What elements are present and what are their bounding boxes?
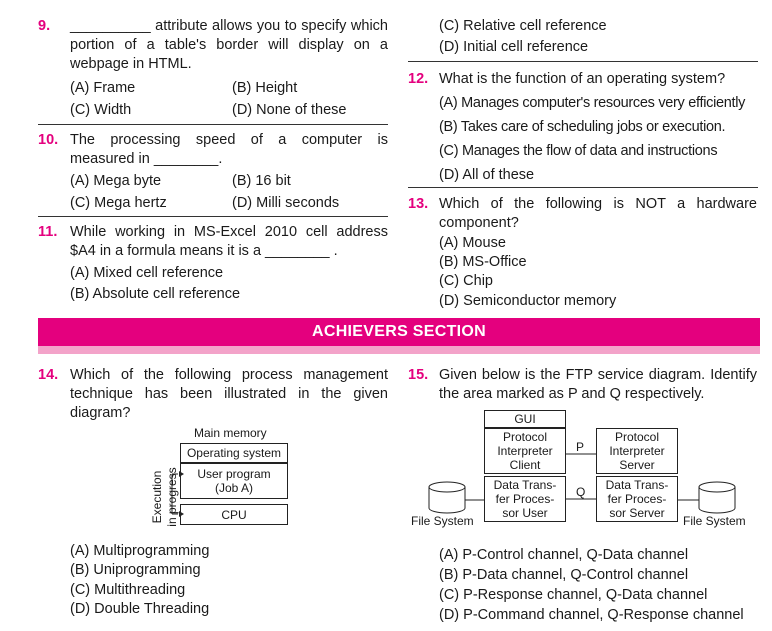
q15-option-c[interactable]: (C) P-Response channel, Q-Data channel: [439, 587, 708, 603]
divider: [38, 124, 388, 125]
os-box: Operating system: [180, 443, 288, 463]
dtp-server-box: Data Trans- fer Proces- sor Server: [596, 476, 678, 522]
q13-option-c[interactable]: (C) Chip: [439, 273, 493, 289]
q10-text: The processing speed of a computer is measured in ________.: [70, 132, 388, 167]
q10-option-a[interactable]: (A) Mega byte: [70, 173, 162, 189]
p-label: P: [576, 440, 585, 454]
q10-option-d[interactable]: (D) Milli seconds: [232, 195, 340, 211]
q13-number: 13.: [408, 196, 429, 212]
user-program-box: User program (Job A): [180, 463, 288, 499]
q9-number: 9.: [38, 18, 51, 34]
q15-option-a[interactable]: (A) P-Control channel, Q-Data channel: [439, 547, 689, 563]
q9-option-c[interactable]: (C) Width: [70, 102, 132, 118]
q13-text: Which of the following is NOT a hardware component?: [439, 196, 757, 231]
execution-arrow-icon: [160, 460, 184, 528]
q13-option-b[interactable]: (B) MS-Office: [439, 254, 527, 270]
q11-option-d[interactable]: (D) Initial cell reference: [439, 39, 589, 55]
q9-option-d[interactable]: (D) None of these: [232, 102, 347, 118]
file-system-left-label: File System: [411, 514, 474, 528]
divider: [38, 216, 388, 217]
file-system-left-icon: [428, 481, 466, 515]
q14-option-c[interactable]: (C) Multithreading: [70, 582, 186, 598]
q11-number: 11.: [38, 224, 58, 240]
q12-option-d[interactable]: (D) All of these: [439, 167, 535, 183]
q14-number: 14.: [38, 367, 59, 383]
q13-option-a[interactable]: (A) Mouse: [439, 235, 506, 251]
q12-option-c[interactable]: (C) Manages the flow of data and instructions: [439, 143, 718, 159]
dtp-user-box: Data Trans- fer Proces- sor User: [484, 476, 566, 522]
q12-number: 12.: [408, 71, 429, 87]
q9-option-a[interactable]: (A) Frame: [70, 80, 136, 96]
q10-option-b[interactable]: (B) 16 bit: [232, 173, 291, 189]
file-system-right-icon: [698, 481, 736, 515]
q15-option-d[interactable]: (D) P-Command channel, Q-Response channel: [439, 607, 744, 623]
gui-box: GUI: [484, 410, 566, 428]
section-title: ACHIEVERS SECTION: [311, 323, 486, 340]
divider: [408, 187, 758, 188]
q11-option-b[interactable]: (B) Absolute cell reference: [70, 286, 241, 302]
q15-number: 15.: [408, 367, 429, 383]
q13-option-d[interactable]: (D) Semiconductor memory: [439, 293, 617, 309]
pi-server-box: Protocol Interpreter Server: [596, 428, 678, 474]
q11-option-c[interactable]: (C) Relative cell reference: [439, 18, 607, 34]
q9-option-b[interactable]: (B) Height: [232, 80, 298, 96]
q14-text: Which of the following process management technique has been illustrated in the given diagram?: [70, 367, 388, 421]
banner-stripe: [38, 346, 760, 354]
main-memory-label: Main memory: [194, 426, 267, 440]
file-system-right-label: File System: [683, 514, 746, 528]
section-banner: [38, 318, 760, 354]
q12-text: What is the function of an operating system?: [439, 71, 726, 87]
q10-number: 10.: [38, 132, 59, 148]
q14-option-b[interactable]: (B) Uniprogramming: [70, 562, 201, 578]
q14-option-d[interactable]: (D) Double Threading: [70, 601, 210, 617]
q9-text: __________ attribute allows you to specify which portion of a table's border will display on a webpage in HTML.: [70, 18, 388, 72]
cpu-box: CPU: [180, 504, 288, 525]
q11-option-a[interactable]: (A) Mixed cell reference: [70, 265, 224, 281]
q15-option-b[interactable]: (B) P-Data channel, Q-Control channel: [439, 567, 689, 583]
execution-label: Execution: [150, 470, 164, 524]
q-label: Q: [576, 485, 586, 499]
q11-text: While working in MS-Excel 2010 cell address $A4 in a formula means it is a ________ .: [70, 224, 388, 259]
q12-option-a[interactable]: (A) Manages computer's resources very efficiently: [439, 95, 746, 111]
q15-text: Given below is the FTP service diagram. Identify the area marked as P and Q respectively.: [439, 367, 757, 402]
q12-option-b[interactable]: (B) Takes care of scheduling jobs or execution.: [439, 119, 726, 135]
in-progress-label: in progress: [165, 467, 179, 527]
q10-option-c[interactable]: (C) Mega hertz: [70, 195, 167, 211]
q14-option-a[interactable]: (A) Multiprogramming: [70, 543, 210, 559]
divider: [408, 61, 758, 62]
pi-client-box: Protocol Interpreter Client: [484, 428, 566, 474]
